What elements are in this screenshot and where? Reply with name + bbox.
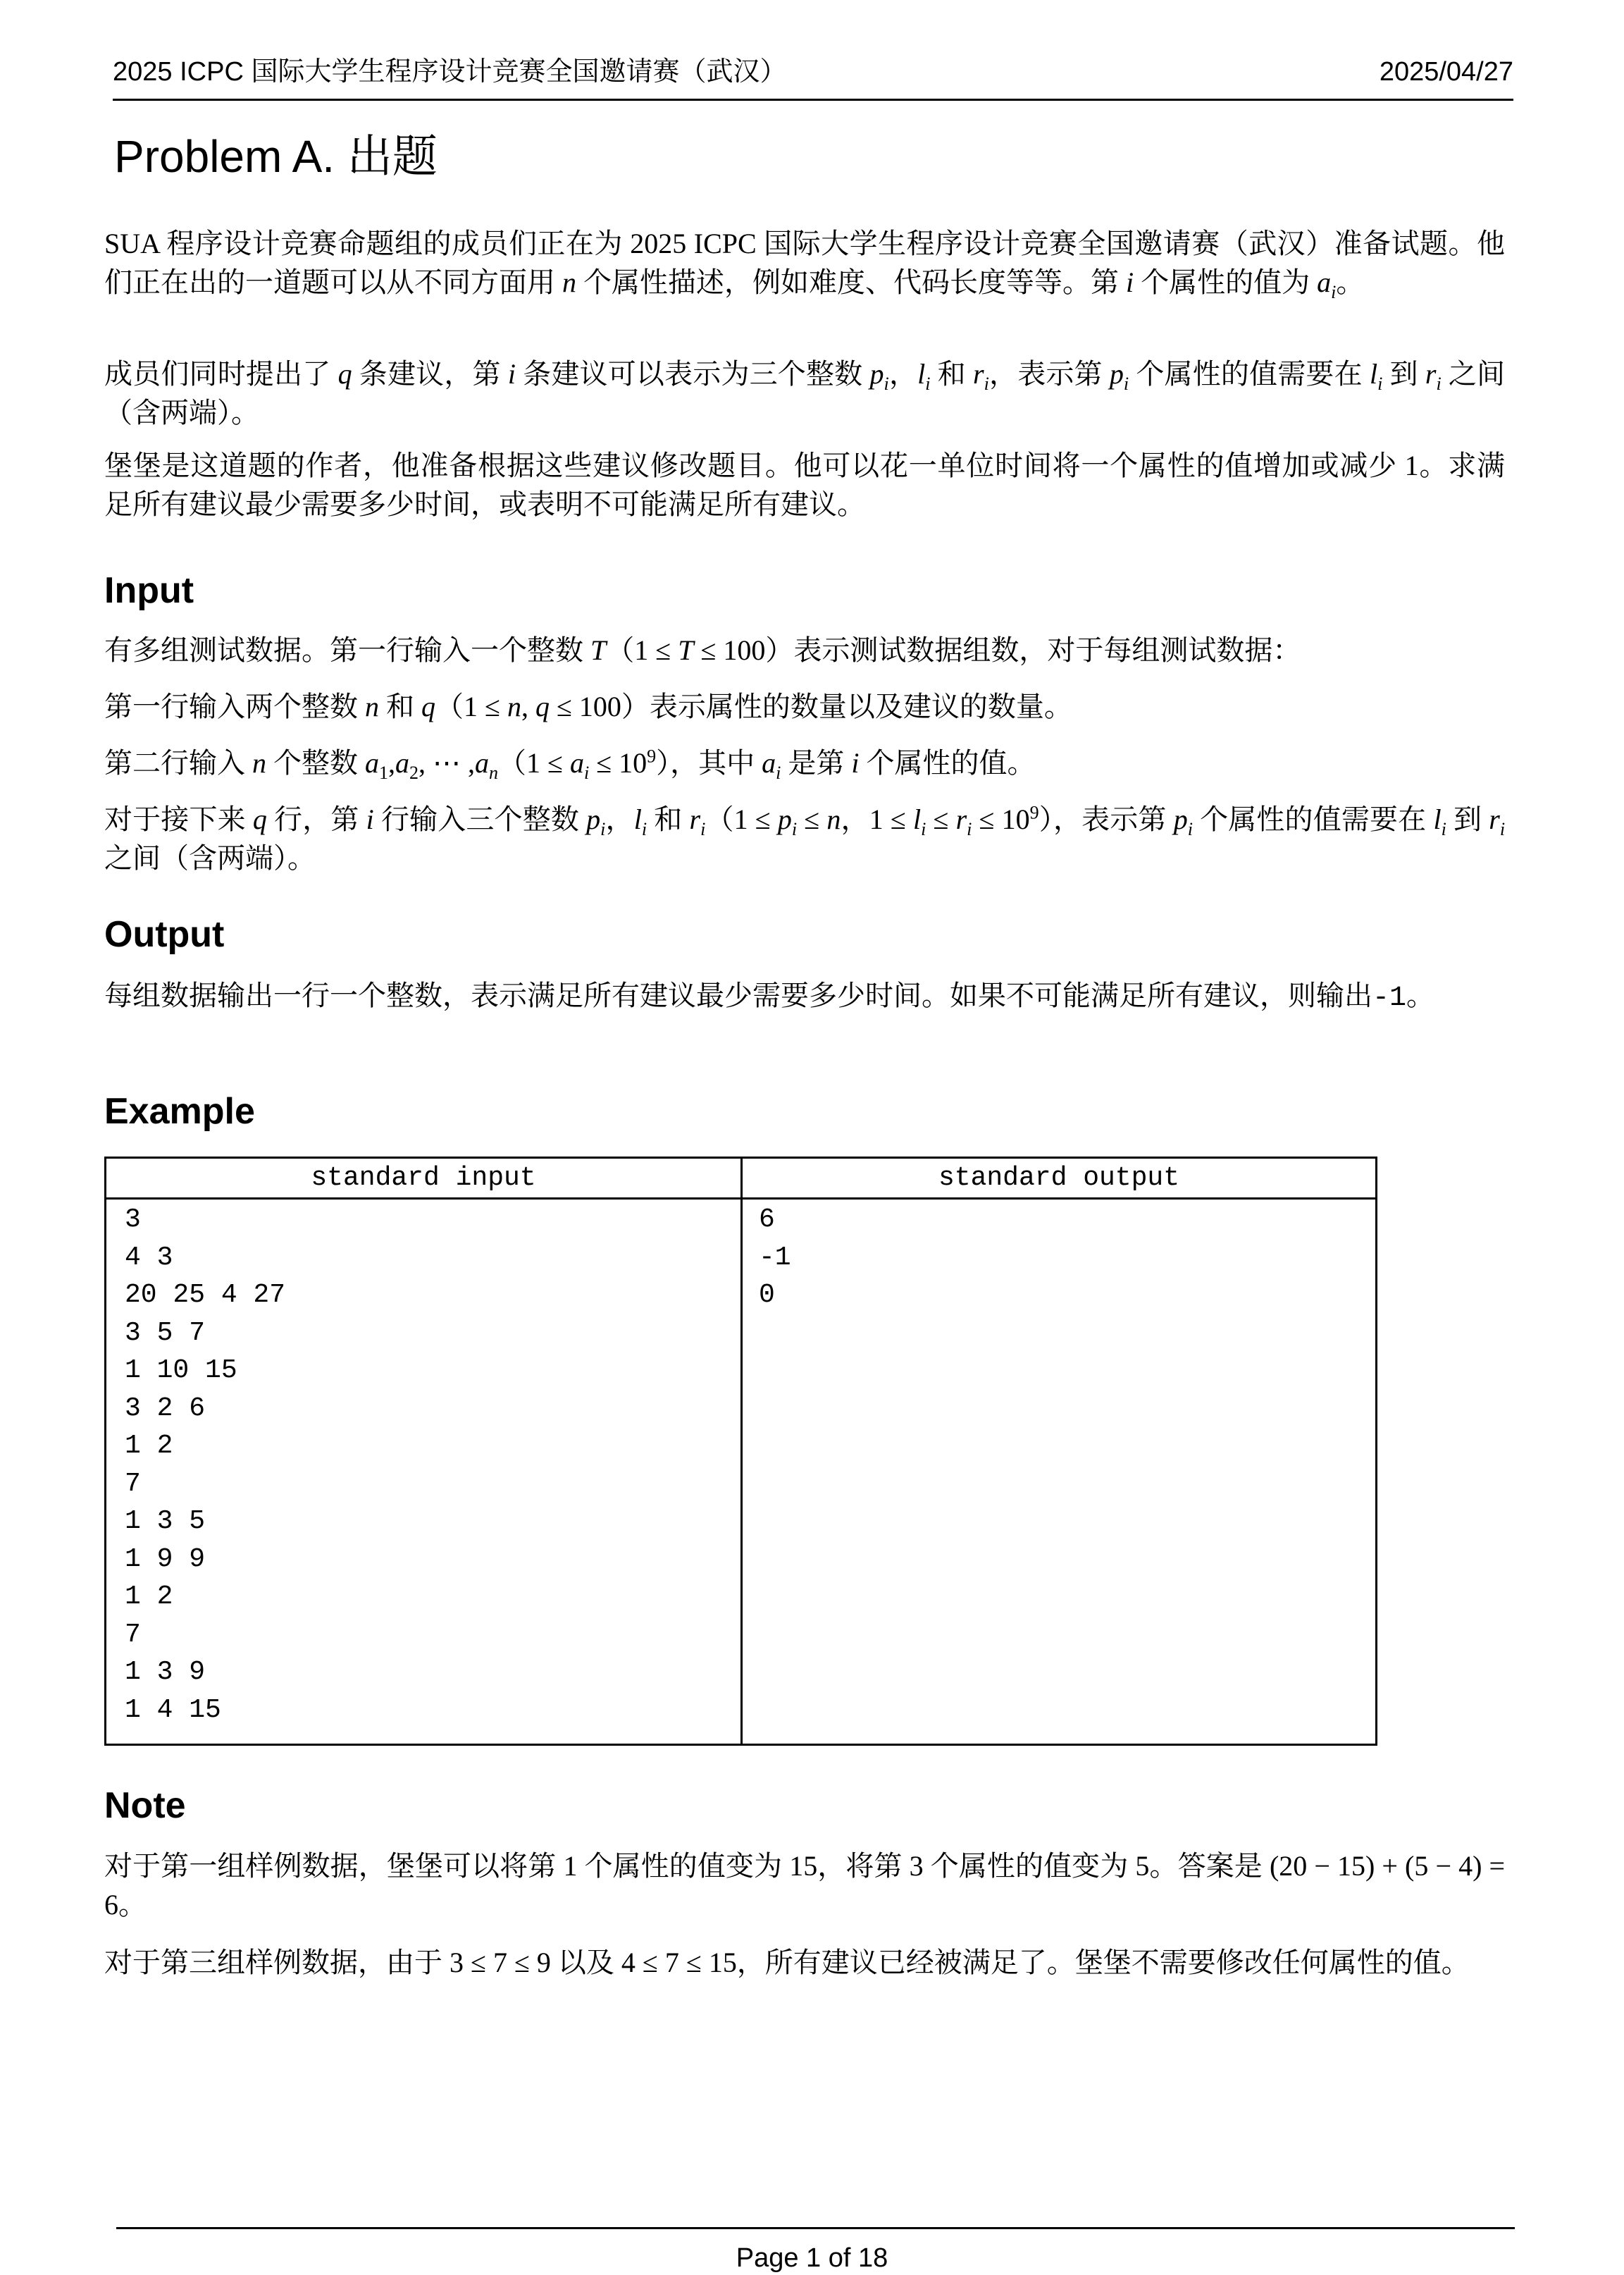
text: 第二行输入 [104,747,252,779]
text: 有多组测试数据。第一行输入一个整数 [104,634,590,666]
statement-paragraph-2 [104,354,1505,432]
running-header [113,55,1513,100]
text: 以及 [550,1947,621,1978]
text: 对于第一组样例数据，堡堡可以将第 [104,1850,564,1882]
text: 成员们同时提出了 [104,358,338,390]
footer-rule [116,2227,1515,2229]
text: 到 [1446,803,1489,835]
math-p: p [1109,358,1124,390]
math-i: i [851,747,860,779]
text: SUA 程序设计竞赛命题组的成员们正在为 2025 ICPC 国际大学生程序设计竞赛全国邀请赛（武汉）准备试题。他们正在出的一道题可以从不同方面用 [104,228,1505,298]
text: （1 ≤ [606,634,678,666]
text: 个属性的值为 [1134,266,1318,298]
text: 行，第 [266,803,366,835]
input-line: 1 3 5 [125,1506,206,1536]
text: ，将第 [817,1850,910,1882]
math-r: r [1425,358,1437,390]
text: 个属性的值需要在 [1192,803,1434,835]
math-subscript: i [600,819,606,839]
output-line: 0 [759,1280,775,1310]
input-line: 1 3 9 [125,1657,206,1687]
text: ≤ [797,803,827,835]
output-line: 6 [759,1204,775,1235]
text: ，1 ≤ [841,803,913,835]
text: （1 ≤ [435,691,507,722]
text: 和 [379,691,421,722]
text: 。 [118,1889,147,1921]
math-l: l [1369,358,1378,390]
math-p: p [1173,803,1188,835]
math-r: r [1489,803,1500,835]
input-paragraph-1 [104,631,1505,670]
math-r: r [689,803,701,835]
input-line: 1 2 [125,1582,173,1612]
math-i: i [507,358,516,390]
standard-input-header: standard input [311,1163,536,1193]
table-column-divider [740,1159,743,1744]
math-subscript: i [1499,819,1506,839]
text: 。 [1336,266,1365,298]
math-subscript: i [776,763,781,783]
math-q: q [337,358,352,390]
statement-paragraph-1 [104,224,1505,302]
sample-output [759,1201,791,1314]
math-q: q [252,803,267,835]
text: ， [888,358,918,390]
text: 。 [1406,980,1435,1011]
input-line: 1 2 [125,1431,173,1461]
text: ≤ [926,803,956,835]
text: 对于第三组样例数据，由于 [104,1947,450,1978]
table-header-divider [106,1197,1375,1200]
input-heading: Input [104,570,194,611]
math-subscript: i [1441,819,1446,839]
text: 之间（含两端）。 [104,842,316,874]
text: 个属性的值变为 [923,1850,1136,1882]
math-a: a [365,747,379,779]
math-inequality: 4 ≤ 7 ≤ 15 [621,1947,737,1978]
note-paragraph-1 [104,1846,1505,1924]
text: , [521,691,535,722]
input-line: 4 3 [125,1242,173,1273]
text: 。答案是 [1149,1850,1270,1882]
text: 每组数据输出一行一个整数，表示满足所有建议最少需要多少时间。如果不可能满足所有建议，则输出 [104,980,1372,1011]
statement-paragraph-3: 堡堡是这道题的作者，他准备根据这些建议修改题目。他可以花一单位时间将一个属性的值增加或减少 1。求满足所有建议最少需要多少时间，或表明不可能满足所有建议。 [104,450,1505,520]
math-l: l [912,803,922,835]
math-subscript: i [1123,374,1129,394]
math-subscript: i [967,819,972,839]
math-q: q [535,691,550,722]
text: 个整数 [266,747,365,779]
math-a: a [395,747,409,779]
input-paragraph-4 [104,800,1505,877]
math-n: n [826,803,841,835]
math-a: a [1317,266,1332,298]
math-subscript: i [1436,374,1442,394]
text: ，表示第 [988,358,1110,390]
math-l: l [633,803,642,835]
text: 到 [1382,358,1425,390]
output-heading: Output [104,914,225,955]
text: 个属性描述，例如难度、代码长度等等。第 [576,266,1126,298]
math-subscript: i [1377,374,1383,394]
input-line: 7 [125,1619,141,1650]
text: ），其中 [656,747,762,779]
math-subscript: i [884,374,889,394]
problem-title: Problem A. 出题 [114,131,438,182]
text: 条建议，第 [352,358,508,390]
math-p: p [777,803,792,835]
math-l: l [917,358,926,390]
text: 是第 [781,747,852,779]
text: 个属性的值。 [859,747,1036,779]
input-line: 1 9 9 [125,1543,206,1574]
math-a: a [475,747,489,779]
math-n: n [252,747,266,779]
math-subscript: i [641,819,647,839]
text: ≤ 100） [549,691,650,722]
page-number: Page 1 of 18 [736,2243,888,2273]
text: 表示测试数据组数，对于每组测试数据： [793,634,1301,666]
math-r: r [973,358,984,390]
text: 之间（含两端）。 [104,358,1506,429]
math-subscript: 2 [409,763,419,783]
text: ），表示第 [1039,803,1174,835]
output-line: -1 [759,1242,791,1273]
math-exponent: 9 [1029,802,1039,823]
input-line: 1 10 15 [125,1355,237,1386]
example-table [104,1157,1377,1746]
math-subscript: i [791,819,798,839]
math-q: q [421,691,435,722]
math-n: n [562,266,576,298]
output-paragraph [104,976,1505,1018]
number: 1 [563,1850,578,1882]
math-subscript: i [700,819,706,839]
inline-code: -1 [1372,982,1407,1014]
text: 和 [647,803,690,835]
math-subscript: i [925,374,931,394]
number: 15 [789,1850,818,1882]
header-rule [113,99,1513,101]
standard-output-header: standard output [938,1163,1180,1193]
math-n: n [365,691,379,722]
text: 个属性的值需要在 [1129,358,1370,390]
text: （1 ≤ [498,747,570,779]
text: 对于接下来 [104,803,253,835]
text: 10 [1001,803,1030,835]
example-heading: Example [104,1091,255,1132]
text: ≤ 10 [589,747,647,779]
input-line: 3 5 7 [125,1317,206,1348]
math-formula: (20 − 15) + (5 − 4) = 6 [104,1850,1506,1921]
text: ≤ 100） [693,634,794,666]
input-line: 1 4 15 [125,1694,221,1725]
math-subscript: i [921,819,926,839]
math-subscript: i [984,374,989,394]
text: 条建议可以表示为三个整数 [516,358,870,390]
math-T: T [678,634,694,666]
text: , ⋯ , [419,747,475,779]
text: ≤ [972,803,1002,835]
math-inequality: 3 ≤ 7 ≤ 9 [450,1947,551,1978]
text: 个属性的值变为 [577,1850,790,1882]
input-line: 7 [125,1468,141,1499]
math-r: r [955,803,967,835]
math-p: p [869,358,884,390]
math-a: a [569,747,584,779]
math-l: l [1433,803,1442,835]
text: ， [605,803,634,835]
text: （1 ≤ [705,803,778,835]
math-subscript: i [1331,282,1337,302]
text: 第一行输入两个整数 [104,691,365,722]
math-i: i [1126,266,1134,298]
text: 和 [930,358,974,390]
math-p: p [586,803,601,835]
contest-date: 2025/04/27 [1379,57,1513,87]
math-subscript: n [489,763,498,783]
math-n: n [507,691,521,722]
input-line: 3 [125,1204,141,1235]
input-paragraph-3: 第二行输入 n 个整数 $a_1,a_2$, ⋯ $,a_n(1 \le a_i \le 10^9)$，其中 $a_i$ 是第 i 个属性的值。 [104,746,1036,783]
math-subscript: i [1187,819,1193,839]
math-i: i [366,803,374,835]
number: 3 [909,1850,924,1882]
math-a: a [762,747,776,779]
math-subscript: i [583,763,590,783]
math-subscript: 1 [379,763,388,783]
text: 行输入三个整数 [373,803,587,835]
math-T: T [590,634,607,666]
contest-name: 2025 ICPC 国际大学生程序设计竞赛全国邀请赛（武汉） [113,57,787,87]
sample-input [125,1201,285,1729]
number: 5 [1135,1850,1150,1882]
text: 表示属性的数量以及建议的数量。 [649,691,1072,722]
input-paragraph-2 [104,687,1505,726]
text: ，所有建议已经被满足了。堡堡不需要修改任何属性的值。 [736,1947,1470,1978]
input-line: 20 25 4 27 [125,1280,286,1310]
note-heading: Note [104,1785,186,1826]
math-exponent: 9 [647,746,657,767]
input-line: 3 2 6 [125,1393,206,1424]
note-paragraph-2 [104,1943,1505,1982]
